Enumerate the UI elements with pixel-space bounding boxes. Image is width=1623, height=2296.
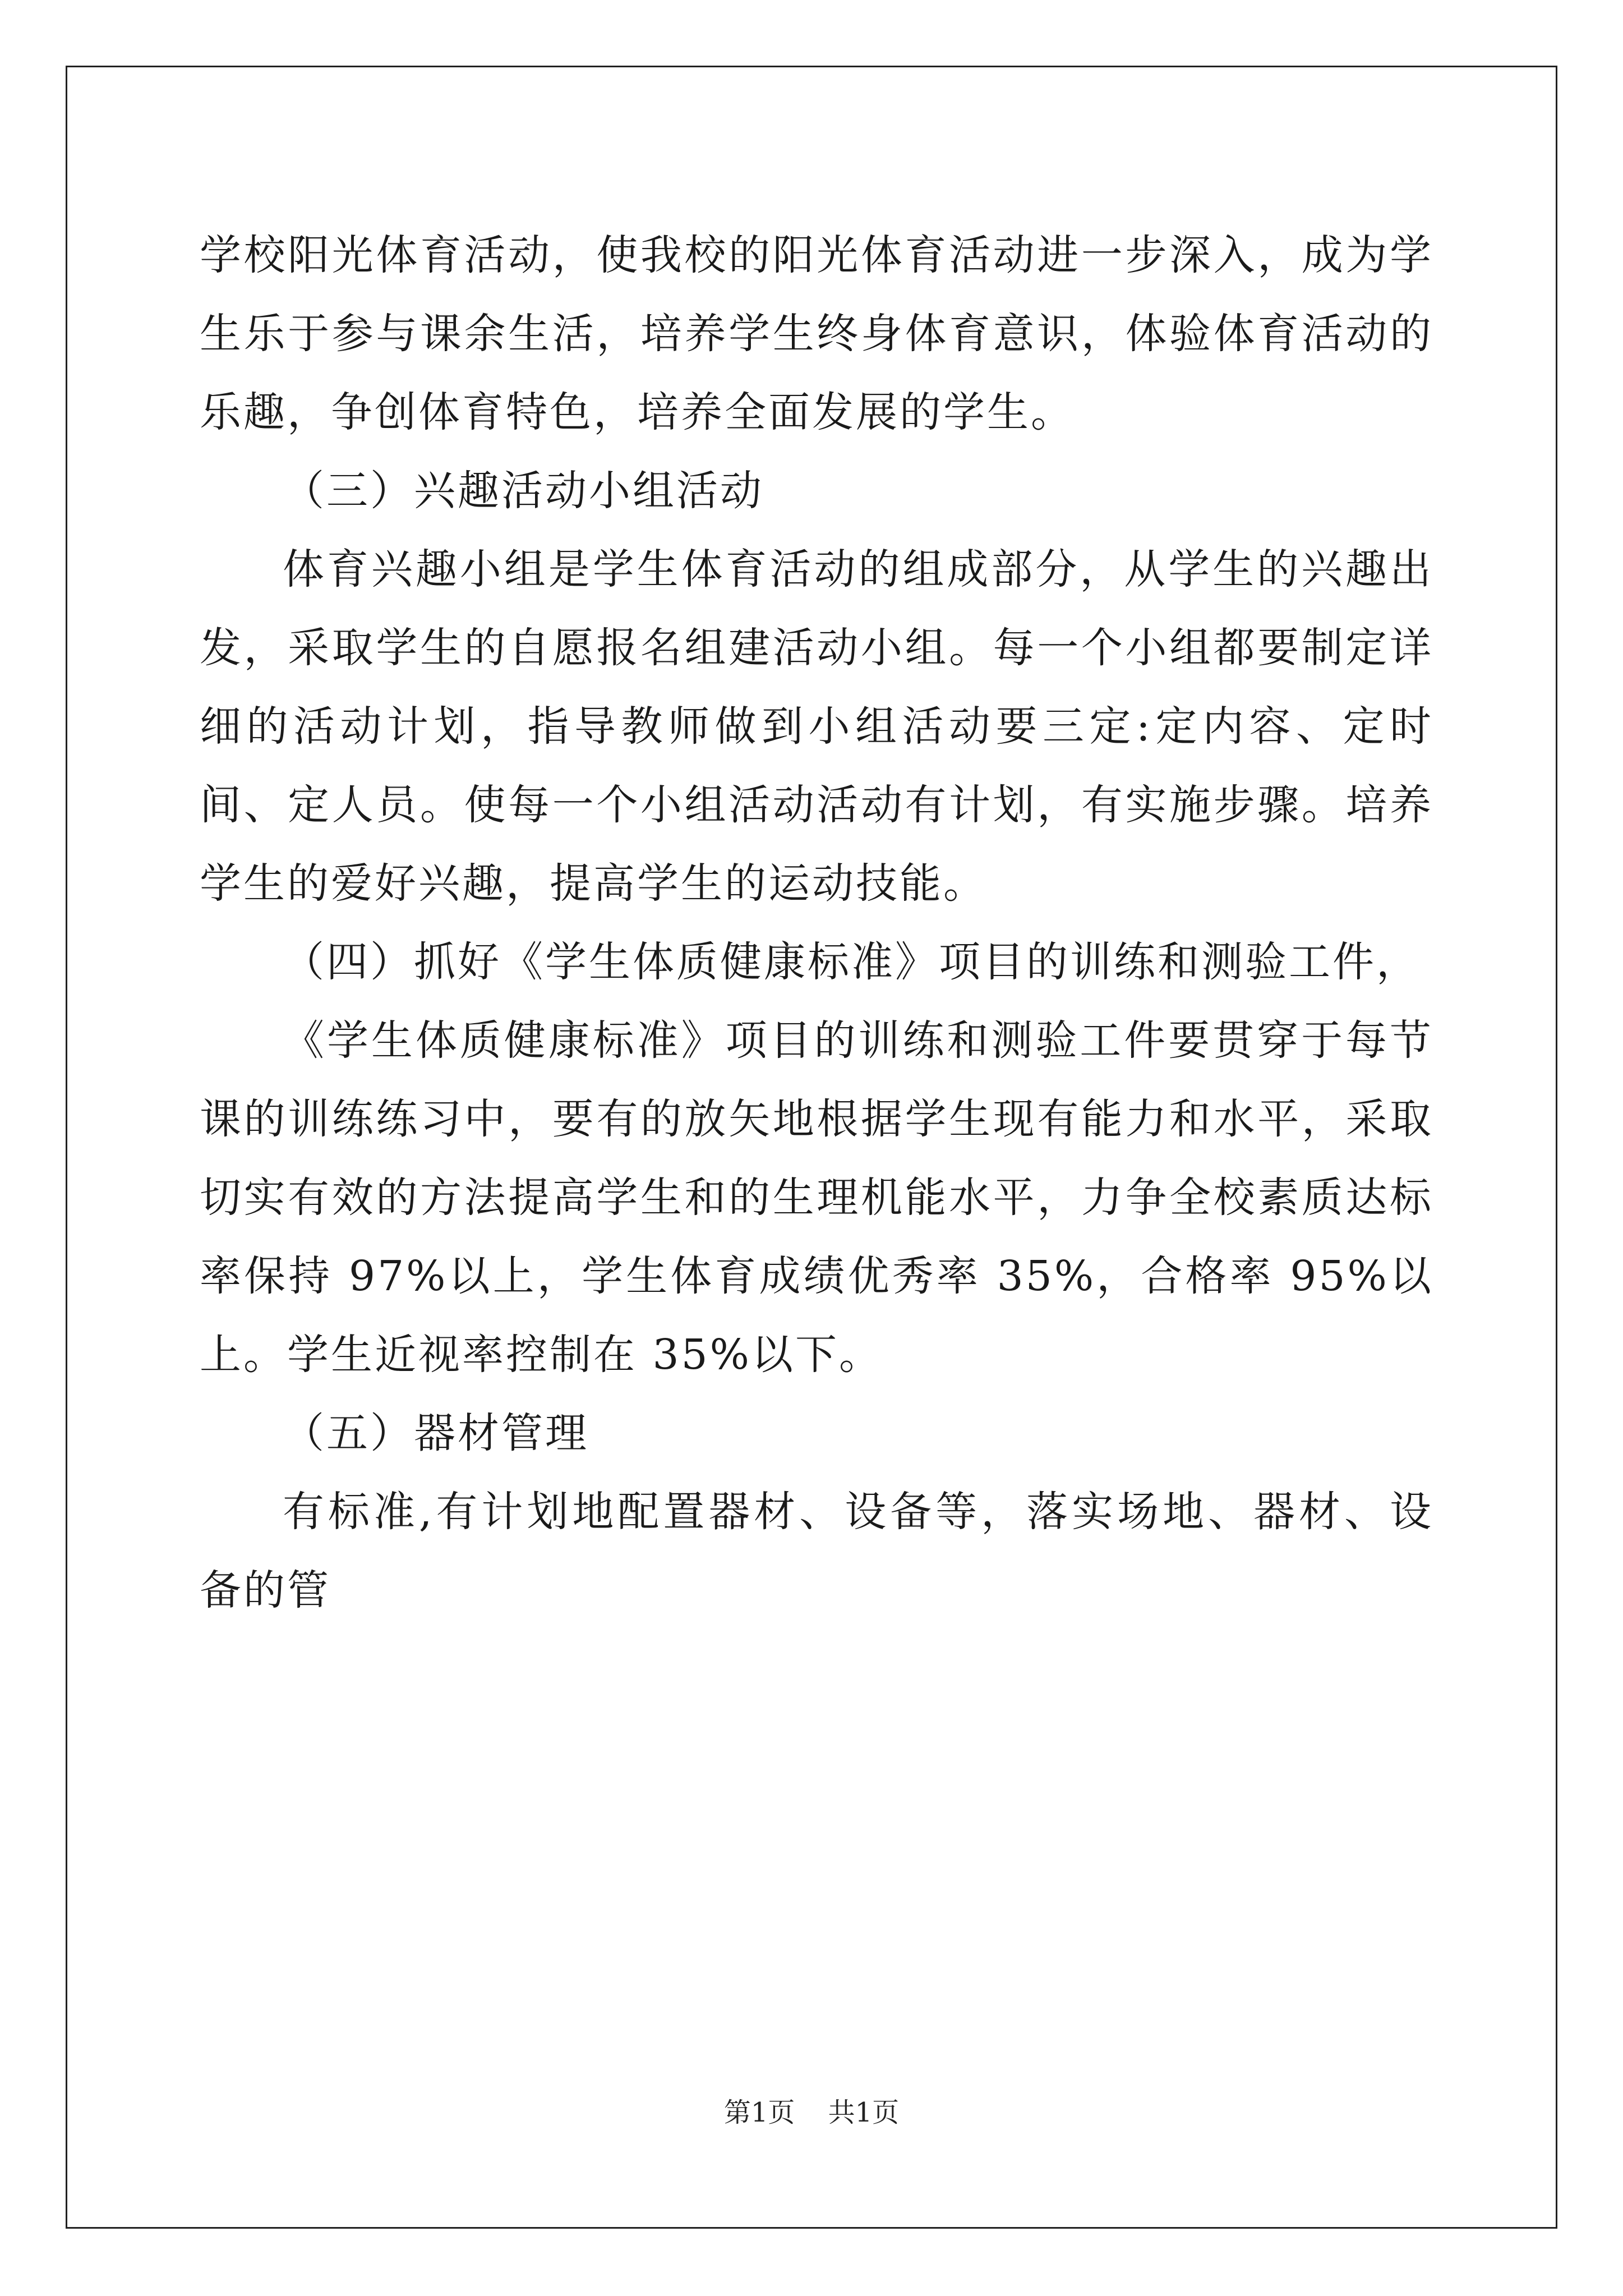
page-total: 共1页 xyxy=(828,2097,900,2128)
paragraph-3: 《学生体质健康标准》项目的训练和测验工件要贯穿于每节课的训练练习中，要有的放矢地根据学生现有能力和水平，采取切实有效的方法提高学生和的生理机能水平，力争全校素质达标率保持 97%以上，学生体育成绩优秀率 35%，合格率 95%以上。学生近视率控制在 35%以下。 xyxy=(200,1016,1433,1379)
paragraph-1: 学校阳光体育活动，使我校的阳光体育活动进一步深入，成为学生乐于参与课余生活，培养学生终身体育意识，体验体育活动的乐趣，争创体育特色，培养全面发展的学生。 xyxy=(200,231,1433,436)
page-footer xyxy=(0,2096,1623,2129)
section-heading-4: （四）抓好《学生体质健康标准》项目的训练和测验工件， xyxy=(283,938,1420,986)
document-body xyxy=(200,216,1433,1630)
page-number: 第1页 xyxy=(723,2097,795,2128)
section-heading-3: （三）兴趣活动小组活动 xyxy=(283,467,764,515)
paragraph-2: 体育兴趣小组是学生体育活动的组成部分，从学生的兴趣出发，采取学生的自愿报名组建活动小组。每一个小组都要制定详细的活动计划，指导教师做到小组活动要三定:定内容、定时间、定人员。使每一个小组活动活动有计划，有实施步骤。培养学生的爱好兴趣，提高学生的运动技能。 xyxy=(200,545,1433,908)
section-heading-5: （五）器材管理 xyxy=(283,1409,589,1457)
paragraph-4: 有标准,有计划地配置器材、设备等，落实场地、器材、设备的管 xyxy=(200,1488,1433,1614)
